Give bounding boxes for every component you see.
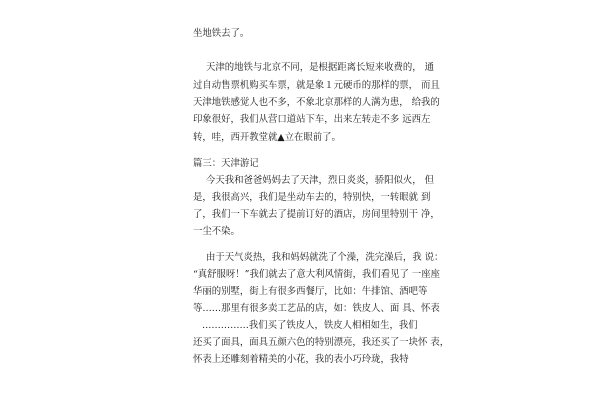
text-line: 是，我很高兴，我们是坐动车去的，特别快，一转眼就 到 xyxy=(193,192,431,203)
text-line: 等……那里有很多卖工艺品的店，如：铁皮人、面 具、怀表 xyxy=(193,303,440,314)
text-line: 一尘不染。 xyxy=(193,226,240,237)
text-line: 天津的地铁与北京不同，是根据距离长短来收费的， 通 xyxy=(206,62,434,73)
text-line: 由于天气炎热，我和妈妈就洗了个澡，洗完澡后，我 说： xyxy=(206,252,444,263)
section-heading: 篇三：天津游记 xyxy=(193,158,259,169)
text-line: 了，我们一下车就去了提前订好的酒店，房间里特别干 净， xyxy=(193,209,440,220)
text-line: 转，哇，西开教堂就▲立在眼前了。 xyxy=(193,132,341,143)
text-line: “真舒服呀！”我们就去了意大利风情街，我们看见了 一座座 xyxy=(193,269,440,280)
text-line: 印象很好，我们从营口道站下车，出来左转走不多 远西左 xyxy=(193,114,431,125)
text-line: 过自动售票机购买车票，就是象１元硬币的那样的票， 而且 xyxy=(193,80,440,91)
text-line: 坐地铁去了。 xyxy=(193,28,250,39)
text-line: 天津地铁感觉人也不多，不象北京那样的人满为患， 给我的 xyxy=(193,97,440,108)
text-line: 华丽的别墅，街上有很多西餐厅，比如：牛排馆、酒吧等 xyxy=(193,286,428,297)
text-line: 还买了面具，面具五颜六色的特别漂亮，我还买了一块怀 表， xyxy=(193,337,450,348)
text-line: 今天我和爸爸妈妈去了天津，烈日炎炎，骄阳似火， 但 xyxy=(206,175,434,186)
text-line: ……………我们买了铁皮人，铁皮人相相如生，我们 xyxy=(202,320,418,331)
text-line: 怀表上还雕刻着精美的小花，我的表小巧玲珑，我特 xyxy=(193,354,409,365)
